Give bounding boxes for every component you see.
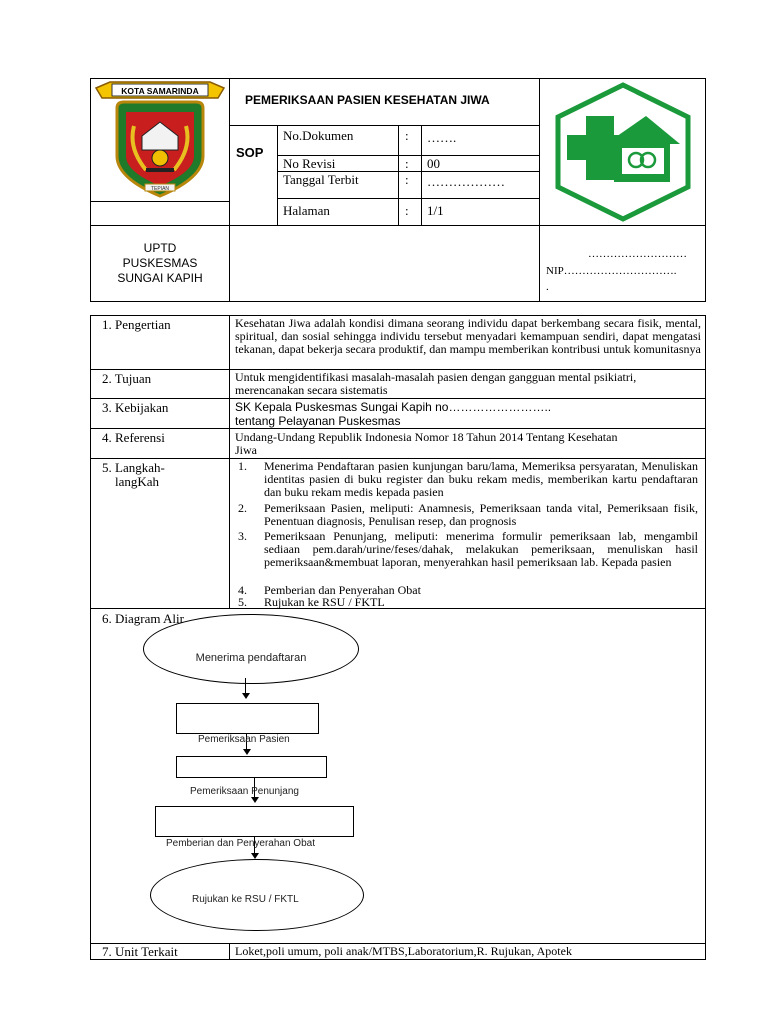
- langkah-label-line-1: 5. Langkah-: [102, 460, 165, 475]
- city-logo: [90, 78, 229, 201]
- unit-text: Loket,poli umum, poli anak/MTBS,Laboratorium,R. Rujukan, Apotek: [235, 944, 572, 958]
- signature-dots: ………………………: [588, 248, 687, 260]
- step-1-text: Menerima Pendaftaran pasien kunjungan baru/lama, Memeriksa persyaratan, Menuliskan identitas pasien di buku register dan buku rekam medis, memberikan kartu pendaftaran dan buku rekam medis kepada pasien: [264, 459, 698, 499]
- page-colon: :: [405, 203, 409, 218]
- flow-node-penunjang: [176, 756, 327, 778]
- step-4-text: Pemberian dan Penyerahan Obat: [264, 583, 421, 597]
- langkah-label-line-2: langKah: [115, 474, 160, 489]
- step-2-number: 2.: [238, 501, 247, 515]
- step-5-number: 5.: [238, 595, 247, 609]
- org-line-3: SUNGAI KAPIH: [117, 271, 203, 285]
- pengertian-text: Kesehatan Jiwa adalah kondisi dimana seorang individu dapat berkembang secara fisik, mental, spiritual, dan sosial sehingga individu tersebut menyadari kemampuan sendiri, dapat mengatasi tekanan, dapat bekerja secara produktif, dan mampu memberikan kontribusi untuk komunitasnya: [235, 316, 701, 356]
- city-logo-base-text: TEPIAN: [150, 186, 170, 192]
- kebijakan-line-2: tentang Pelayanan Puskesmas: [235, 414, 401, 428]
- doc-number-label: No.Dokumen: [283, 128, 354, 143]
- flow-node-obat-label: Pemberian dan Penyerahan Obat: [166, 838, 315, 849]
- flow-node-start-label: Menerima pendaftaran: [195, 652, 307, 664]
- flow-node-pemeriksaan-label: Pemeriksaan Pasien: [198, 734, 290, 745]
- org-line-2: PUSKESMAS: [122, 256, 198, 270]
- kebijakan-line-1: SK Kepala Puskesmas Sungai Kapih no……………………..: [235, 400, 552, 414]
- flow-node-penunjang-label: Pemeriksaan Penunjang: [190, 786, 299, 797]
- referensi-label: 4. Referensi: [102, 430, 165, 445]
- step-1-number: 1.: [238, 459, 247, 473]
- city-logo-ribbon-text: KOTA SAMARINDA: [121, 86, 199, 96]
- page-label: Halaman: [283, 203, 330, 218]
- revision-colon: :: [405, 156, 409, 171]
- tujuan-text: Untuk mengidentifikasi masalah-masalah pasien dengan gangguan mental psikiatri, merencanakan secara sistematis: [235, 370, 637, 397]
- kebijakan-label: 3. Kebijakan: [102, 400, 169, 415]
- pengertian-label: 1. Pengertian: [102, 317, 171, 332]
- sop-label: SOP: [236, 145, 264, 160]
- referensi-text: Undang-Undang Republik Indonesia Nomor 18 Tahun 2014 Tentang Kesehatan Jiwa: [235, 430, 618, 457]
- step-4-number: 4.: [238, 583, 247, 597]
- flow-node-start: [143, 614, 359, 684]
- page-value: 1/1: [427, 203, 444, 218]
- step-3-number: 3.: [238, 529, 247, 543]
- document-title: PEMERIKSAAN PASIEN KESEHATAN JIWA: [245, 93, 490, 107]
- tujuan-label: 2. Tujuan: [102, 371, 152, 386]
- revision-value: 00: [427, 156, 440, 171]
- flow-node-pemeriksaan: [176, 703, 319, 734]
- org-line-1: UPTD: [143, 241, 177, 255]
- unit-label: 7. Unit Terkait: [102, 944, 178, 959]
- org-name: [91, 241, 229, 286]
- step-3-text: Pemeriksaan Penunjang, meliputi: menerima formulir pemeriksaan lab, mengambil sediaan pem.darah/urine/feses/dahak, melakukan pemeriksaan, menuliskan hasil pemeriksaan&membuat laporan, menyerahkan hasil pemeriksaan lab. Kepada pasien: [264, 529, 698, 569]
- puskesmas-logo: [548, 82, 698, 222]
- signature-tail: .: [546, 281, 549, 293]
- flow-node-obat: [155, 806, 354, 837]
- diagram-label: 6. Diagram Alir: [102, 611, 184, 626]
- issue-date-colon: :: [405, 172, 409, 187]
- revision-label: No Revisi: [283, 156, 336, 171]
- step-2-text: Pemeriksaan Pasien, meliputi: Anamnesis, Pemeriksaan tanda vital, Pemeriksaan fisik, Penentuan diagnosis, Penulisan resep, dan prognosis: [264, 501, 698, 528]
- step-5-text: Rujukan ke RSU / FKTL: [264, 595, 385, 609]
- doc-number-colon: :: [405, 128, 409, 143]
- flow-node-end-label: Rujukan ke RSU / FKTL: [192, 894, 299, 905]
- issue-date-value: ………………: [427, 174, 505, 189]
- signature-nip: NIP………………………….: [546, 265, 677, 277]
- issue-date-label: Tanggal Terbit: [283, 172, 359, 187]
- doc-number-value: …….: [427, 130, 457, 145]
